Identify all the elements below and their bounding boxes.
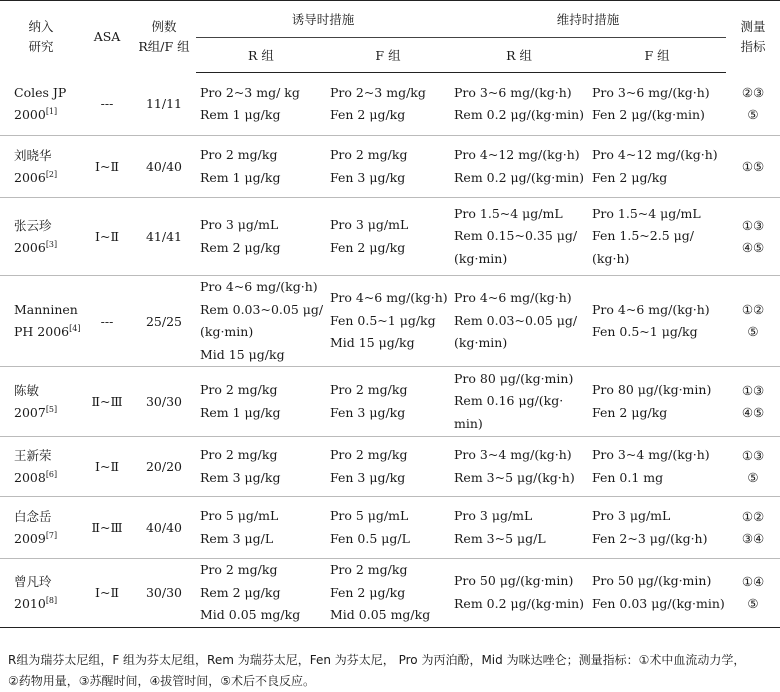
- cell-line: Pro 3 μg/mL: [200, 217, 279, 232]
- indicator-cell: [726, 276, 780, 367]
- study-year: 2010: [14, 595, 46, 611]
- cell-line: ④⑤: [741, 404, 765, 420]
- cell-line: Fen 1.5~2.5 μg/: [592, 228, 694, 244]
- induction-f-cell: [326, 559, 450, 628]
- induction-f-cell: [326, 136, 450, 198]
- cell-line: Pro 4~12 mg/(kg·h): [592, 147, 718, 162]
- induction-r-cell: [196, 437, 326, 497]
- study-year: 2009: [14, 530, 46, 546]
- cell-line: Pro 3 μg/mL: [592, 508, 671, 523]
- cell-line: Fen 2 μg/(kg·min): [592, 107, 705, 122]
- maintenance-r-cell: [450, 437, 588, 497]
- count-cell: 40/40: [132, 136, 196, 198]
- study-name: 刘晓华: [14, 147, 52, 163]
- count-cell: 30/30: [132, 367, 196, 437]
- indicator-cell: [726, 367, 780, 437]
- header-count: [132, 1, 196, 73]
- header-maintenance-r: R 组: [450, 38, 588, 73]
- cell-line: Rem 1 μg/kg: [200, 107, 281, 122]
- cell-line: Pro 3~6 mg/(kg·h): [592, 84, 710, 100]
- study-name: 白念岳: [14, 508, 52, 524]
- table-row: [0, 136, 780, 198]
- footnote-line2: ②药物用量，③苏醒时间，④拔管时间，⑤术后不良反应。: [8, 674, 316, 688]
- reference-mark: [7]: [45, 530, 58, 540]
- asa-cell: Ⅰ~Ⅱ: [82, 136, 132, 198]
- cell-line: Rem 0.2 μg/(kg·min): [454, 169, 585, 185]
- indicator-cell: [726, 497, 780, 559]
- maintenance-r-cell: [450, 136, 588, 198]
- count-cell: 25/25: [132, 276, 196, 367]
- study-year: 2006: [14, 239, 46, 255]
- cell-line: Pro 2 mg/kg: [200, 562, 278, 577]
- study-name: Manninen: [14, 302, 78, 317]
- cell-line: Fen 2 μg/kg: [592, 404, 668, 420]
- study-name: Coles JP: [14, 84, 67, 100]
- table-row: [0, 73, 780, 136]
- cell-line: Fen 0.5 μg/L: [330, 530, 410, 546]
- cell-line: Pro 3~4 mg/(kg·h): [592, 447, 710, 462]
- study-cell: [0, 136, 82, 198]
- cell-line: ⑤: [747, 324, 759, 339]
- study-name: 张云珍: [14, 217, 52, 233]
- footnote: [8, 650, 778, 692]
- study-year: PH 2006: [14, 324, 70, 339]
- cell-line: Pro 5 μg/mL: [200, 508, 279, 523]
- cell-line: Pro 4~6 mg/(kg·h): [200, 279, 318, 294]
- asa-cell: Ⅱ~Ⅲ: [82, 497, 132, 559]
- header-study: [0, 1, 82, 73]
- cell-line: ①⑤: [741, 158, 765, 174]
- count-cell: 40/40: [132, 497, 196, 559]
- reference-mark: [5]: [45, 404, 58, 414]
- cell-line: Fen 3 μg/kg: [330, 469, 406, 485]
- header-study-line1: 纳入: [28, 18, 54, 34]
- header-count-line2: R组/F 组: [138, 38, 190, 54]
- cell-line: Fen 2~3 μg/(kg·h): [592, 530, 708, 546]
- cell-line: ⑤: [747, 595, 759, 611]
- study-year-line: [14, 167, 82, 189]
- study-year-line: [14, 467, 82, 489]
- reference-mark: [4]: [69, 323, 81, 333]
- header-count-line1: 例数: [151, 18, 177, 34]
- maintenance-f-cell: [588, 437, 726, 497]
- cell-line: (kg·min): [454, 335, 508, 351]
- cell-line: Pro 2 mg/kg: [200, 382, 278, 397]
- cell-line: ①②: [741, 302, 765, 317]
- cell-line: Rem 2 μg/kg: [200, 584, 281, 600]
- induction-f-cell: [326, 437, 450, 497]
- header-indicator-line2: 指标: [740, 38, 766, 54]
- study-name: 曾凡玲: [14, 573, 52, 589]
- cell-line: Rem 3 μg/L: [200, 530, 274, 546]
- reference-mark: [6]: [45, 469, 58, 479]
- reference-mark: [3]: [45, 239, 58, 249]
- cell-line: Pro 4~6 mg/(kg·h): [454, 290, 572, 306]
- cell-line: Pro 4~6 mg/(kg·h): [330, 290, 448, 306]
- cell-line: Pro 3 μg/mL: [454, 508, 533, 523]
- cell-line: Pro 1.5~4 μg/mL: [592, 205, 701, 221]
- table-row: [0, 559, 780, 628]
- study-year: 2000: [14, 106, 46, 122]
- cell-line: Fen 0.03 μg/(kg·min): [592, 595, 725, 611]
- cell-line: Pro 2~3 mg/ kg: [200, 84, 300, 100]
- study-year-line: [14, 321, 82, 343]
- cell-line: Mid 0.05 mg/kg: [330, 607, 431, 622]
- cell-line: Rem 3~5 μg/(kg·h): [454, 469, 575, 485]
- table-body: [0, 73, 780, 628]
- cell-line: Rem 0.2 μg/(kg·min): [454, 595, 585, 611]
- cell-line: Mid 15 μg/kg: [330, 335, 415, 351]
- cell-line: Pro 2 mg/kg: [330, 447, 408, 462]
- header-asa: ASA: [82, 1, 132, 73]
- cell-line: ①③: [741, 382, 765, 398]
- maintenance-f-cell: [588, 136, 726, 198]
- header-row-1: [0, 1, 780, 38]
- induction-r-cell: [196, 276, 326, 367]
- cell-line: Pro 2 mg/kg: [200, 447, 278, 462]
- study-cell: [0, 276, 82, 367]
- asa-cell: ---: [82, 276, 132, 367]
- study-cell: [0, 73, 82, 136]
- reference-mark: [8]: [45, 595, 58, 605]
- induction-r-cell: [196, 73, 326, 136]
- induction-f-cell: [326, 73, 450, 136]
- cell-line: Pro 4~6 mg/(kg·h): [592, 301, 710, 317]
- cell-line: Rem 0.2 μg/(kg·min): [454, 107, 585, 122]
- cell-line: Pro 3~6 mg/(kg·h): [454, 84, 572, 100]
- asa-cell: Ⅱ~Ⅲ: [82, 367, 132, 437]
- cell-line: Pro 50 μg/(kg·min): [454, 573, 574, 589]
- indicator-cell: [726, 198, 780, 276]
- study-cell: [0, 497, 82, 559]
- induction-r-cell: [196, 497, 326, 559]
- header-indicator-line1: 测量: [740, 18, 766, 34]
- cell-line: min): [454, 415, 483, 431]
- cell-line: Pro 2 mg/kg: [330, 562, 408, 577]
- reference-mark: [1]: [45, 106, 58, 116]
- table-row: [0, 497, 780, 559]
- cell-line: Pro 4~12 mg/(kg·h): [454, 147, 580, 162]
- asa-cell: Ⅰ~Ⅱ: [82, 198, 132, 276]
- maintenance-r-cell: [450, 276, 588, 367]
- asa-cell: Ⅰ~Ⅱ: [82, 559, 132, 628]
- cell-line: Pro 2 mg/kg: [200, 147, 278, 162]
- table-row: [0, 276, 780, 367]
- cell-line: Rem 0.15~0.35 μg/: [454, 228, 578, 244]
- study-cell: [0, 198, 82, 276]
- cell-line: Pro 2 mg/kg: [330, 382, 408, 397]
- cell-line: Fen 0.5~1 μg/kg: [592, 324, 698, 339]
- cell-line: Fen 0.1 mg: [592, 469, 664, 485]
- cell-line: ⑤: [747, 106, 759, 122]
- cell-line: Rem 3~5 μg/L: [454, 530, 546, 546]
- cell-line: Fen 2 μg/kg: [330, 239, 406, 255]
- asa-cell: ---: [82, 73, 132, 136]
- asa-cell: Ⅰ~Ⅱ: [82, 437, 132, 497]
- table-row: [0, 437, 780, 497]
- cell-line: Fen 2 μg/kg: [330, 584, 406, 600]
- header-induction-f: F 组: [326, 38, 450, 73]
- maintenance-r-cell: [450, 73, 588, 136]
- maintenance-f-cell: [588, 276, 726, 367]
- induction-f-cell: [326, 276, 450, 367]
- induction-f-cell: [326, 497, 450, 559]
- cell-line: Pro 80 μg/(kg·min): [592, 382, 712, 397]
- cell-line: Pro 2~3 mg/kg: [330, 84, 426, 100]
- count-cell: 41/41: [132, 198, 196, 276]
- count-cell: 11/11: [132, 73, 196, 136]
- maintenance-r-cell: [450, 559, 588, 628]
- cell-line: (kg·min): [200, 324, 254, 339]
- count-cell: 20/20: [132, 437, 196, 497]
- maintenance-f-cell: [588, 198, 726, 276]
- maintenance-r-cell: [450, 198, 588, 276]
- cell-line: Pro 3 μg/mL: [330, 217, 409, 232]
- cell-line: Rem 3 μg/kg: [200, 469, 281, 485]
- study-year-line: [14, 104, 82, 126]
- header-maintenance-f: F 组: [588, 38, 726, 73]
- maintenance-f-cell: [588, 559, 726, 628]
- cell-line: Fen 3 μg/kg: [330, 404, 406, 420]
- study-year-line: [14, 402, 82, 424]
- cell-line: Rem 0.16 μg/(kg·: [454, 393, 564, 409]
- cell-line: ③④: [741, 530, 765, 546]
- cell-line: Rem 1 μg/kg: [200, 404, 281, 420]
- study-year-line: [14, 528, 82, 550]
- cell-line: Pro 3~4 mg/(kg·h): [454, 447, 572, 462]
- cell-line: Rem 2 μg/kg: [200, 239, 281, 255]
- cell-line: (kg·min): [454, 250, 508, 266]
- cell-line: ④⑤: [741, 239, 765, 255]
- study-name: 陈敏: [14, 382, 40, 398]
- maintenance-f-cell: [588, 73, 726, 136]
- cell-line: Fen 3 μg/kg: [330, 169, 406, 185]
- cell-line: ②③: [741, 84, 765, 100]
- cell-line: Rem 1 μg/kg: [200, 169, 281, 185]
- cell-line: Pro 1.5~4 μg/mL: [454, 205, 563, 221]
- header-indicator: [726, 1, 780, 73]
- induction-r-cell: [196, 198, 326, 276]
- maintenance-f-cell: [588, 367, 726, 437]
- cell-line: ①③: [741, 217, 765, 233]
- cell-line: ①②: [741, 508, 765, 524]
- indicator-cell: [726, 136, 780, 198]
- indicator-cell: [726, 73, 780, 136]
- cell-line: Pro 50 μg/(kg·min): [592, 573, 712, 589]
- induction-r-cell: [196, 367, 326, 437]
- cell-line: ①④: [741, 573, 765, 589]
- study-name: 王新荣: [14, 447, 52, 463]
- study-cell: [0, 437, 82, 497]
- table-row: [0, 198, 780, 276]
- indicator-cell: [726, 437, 780, 497]
- reference-mark: [2]: [45, 169, 58, 179]
- study-year-line: [14, 593, 82, 615]
- count-cell: 30/30: [132, 559, 196, 628]
- cell-line: Mid 15 μg/kg: [200, 346, 285, 362]
- study-year: 2008: [14, 469, 46, 485]
- maintenance-r-cell: [450, 497, 588, 559]
- maintenance-r-cell: [450, 367, 588, 437]
- study-cell: [0, 367, 82, 437]
- study-cell: [0, 559, 82, 628]
- cell-line: Rem 0.03~0.05 μg/: [454, 312, 578, 328]
- table-row: [0, 367, 780, 437]
- cell-line: ①③: [741, 447, 765, 463]
- cell-line: (kg·h): [592, 250, 630, 266]
- induction-r-cell: [196, 559, 326, 628]
- cell-line: Pro 2 mg/kg: [330, 147, 408, 162]
- cell-line: Fen 0.5~1 μg/kg: [330, 312, 436, 328]
- header-induction-r: R 组: [196, 38, 326, 73]
- cell-line: Pro 80 μg/(kg·min): [454, 370, 574, 386]
- header-induction: 诱导时措施: [196, 1, 450, 38]
- header-study-line2: 研究: [28, 38, 54, 54]
- study-year: 2006: [14, 169, 46, 185]
- induction-f-cell: [326, 367, 450, 437]
- induction-f-cell: [326, 198, 450, 276]
- footnote-line1: R组为瑞芬太尼组，F 组为芬太尼组，Rem 为瑞芬太尼，Fen 为芬太尼， Pro 为丙泊酚，Mid 为咪达唑仑；测量指标：①术中血流动力学，: [8, 653, 746, 667]
- maintenance-f-cell: [588, 497, 726, 559]
- study-year-line: [14, 237, 82, 259]
- cell-line: Pro 5 μg/mL: [330, 508, 409, 523]
- cell-line: ⑤: [747, 469, 759, 485]
- header-maintenance: 维持时措施: [450, 1, 726, 38]
- cell-line: Mid 0.05 mg/kg: [200, 607, 301, 622]
- induction-r-cell: [196, 136, 326, 198]
- indicator-cell: [726, 559, 780, 628]
- study-year: 2007: [14, 404, 46, 420]
- cell-line: Fen 2 μg/kg: [330, 107, 406, 122]
- cell-line: Fen 2 μg/kg: [592, 169, 668, 185]
- cell-line: Rem 0.03~0.05 μg/: [200, 301, 324, 317]
